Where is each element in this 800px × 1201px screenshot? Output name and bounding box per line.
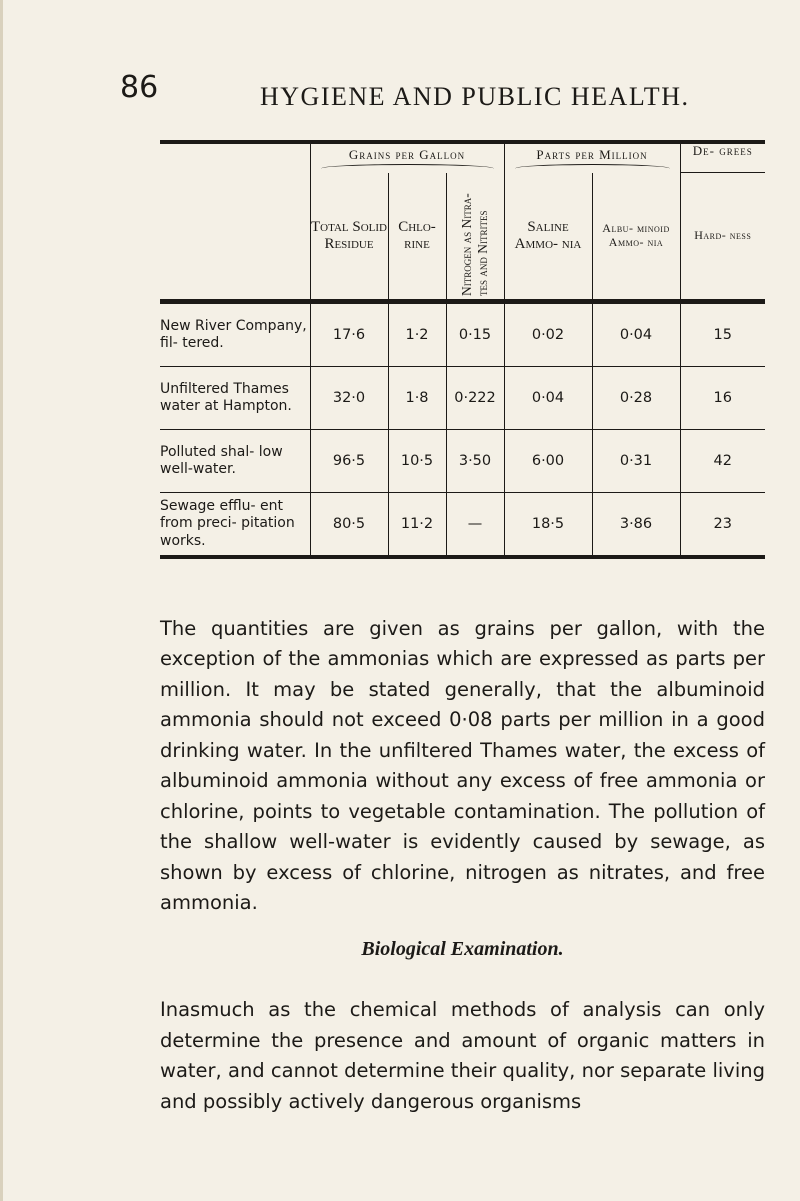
header-total-solid: Total Solid Residue	[310, 173, 388, 301]
page-number: 86	[120, 70, 159, 105]
cell-chlorine: 1·8	[388, 367, 446, 430]
table-row	[160, 430, 765, 493]
paragraph-biological: Inasmuch as the chemical methods of analysis can only determine the presence and amount of organic matters in water, and cannot determine their quality, nor separate living and possibly actively dangerous organisms	[160, 998, 765, 1113]
cell-chlorine: 11·2	[388, 493, 446, 558]
table-body	[160, 304, 765, 558]
cell-total-solid: 96·5	[310, 430, 388, 493]
table-row	[160, 304, 765, 367]
brace-grains	[321, 164, 494, 173]
nitrogen-vertical-wrap	[447, 176, 504, 296]
paragraph-quantities: The quantities are given as grains per gallon, with the exception of the ammonias which are expressed as parts per million. It may be stated generally, that the albuminoid ammonia should not exceed 0·08 parts per million in a good drinking water. In the unfiltered Thames water, the excess of albuminoid ammonia without any excess of free ammonia or chlorine, points to vegetable contamination. The pollution of the shallow well-water is evidently caused by sewage, as shown by excess of chlorine, nitrogen as nitrates, and free ammonia.	[160, 616, 765, 914]
analysis-table-body	[160, 303, 765, 559]
row-label: Sewage efflu- ent from preci- pitation works.	[160, 493, 310, 558]
cell-hardness: 15	[680, 304, 765, 367]
cell-albuminoid: 3·86	[592, 493, 680, 558]
group-header-degrees	[680, 142, 765, 173]
cell-nitrogen: —	[446, 493, 504, 558]
cell-hardness: 23	[680, 493, 765, 558]
header-saline: Saline Ammo- nia	[504, 173, 592, 301]
section-heading: Biological Examination.	[361, 938, 564, 960]
header-hardness: Hard- ness	[680, 173, 765, 301]
header-albuminoid: Albu- minoid Ammo- nia	[592, 173, 680, 301]
table-row	[160, 367, 765, 430]
group-header-parts	[504, 142, 680, 173]
cell-nitrogen: 0·15	[446, 304, 504, 367]
analysis-table	[160, 140, 765, 303]
group-label-parts: Parts per Million	[536, 146, 648, 162]
brace-parts	[515, 164, 670, 173]
running-title: HYGIENE AND PUBLIC HEALTH.	[260, 82, 690, 111]
cell-saline: 18·5	[504, 493, 592, 558]
header-nitrogen-text: Nitrogen as Nitra- tes and Nitrites	[458, 193, 490, 296]
cell-hardness: 42	[680, 430, 765, 493]
cell-nitrogen: 3·50	[446, 430, 504, 493]
water-analysis-table	[160, 140, 765, 559]
cell-total-solid: 80·5	[310, 493, 388, 558]
table-row	[160, 493, 765, 558]
cell-saline: 0·02	[504, 304, 592, 367]
header-chlorine: Chlo- rine	[388, 173, 446, 301]
group-label-grains: Grains per Gallon	[348, 146, 466, 162]
cell-saline: 0·04	[504, 367, 592, 430]
cell-chlorine: 10·5	[388, 430, 446, 493]
cell-total-solid: 32·0	[310, 367, 388, 430]
cell-chlorine: 1·2	[388, 304, 446, 367]
cell-albuminoid: 0·31	[592, 430, 680, 493]
corner-cell	[160, 142, 310, 301]
row-label: Unfiltered Thames water at Hampton.	[160, 367, 310, 430]
row-label: Polluted shal- low well-water.	[160, 430, 310, 493]
cell-saline: 6·00	[504, 430, 592, 493]
group-header-grains	[310, 142, 504, 173]
row-label: New River Company, fil- tered.	[160, 317, 307, 351]
header-nitrogen	[446, 173, 504, 301]
cell-total-solid: 17·6	[310, 304, 388, 367]
cell-albuminoid: 0·28	[592, 367, 680, 430]
cell-nitrogen: 0·222	[446, 367, 504, 430]
cell-hardness: 16	[680, 367, 765, 430]
degrees-label: De- grees	[681, 144, 766, 173]
cell-albuminoid: 0·04	[592, 304, 680, 367]
page-edge-shadow	[0, 0, 3, 1201]
